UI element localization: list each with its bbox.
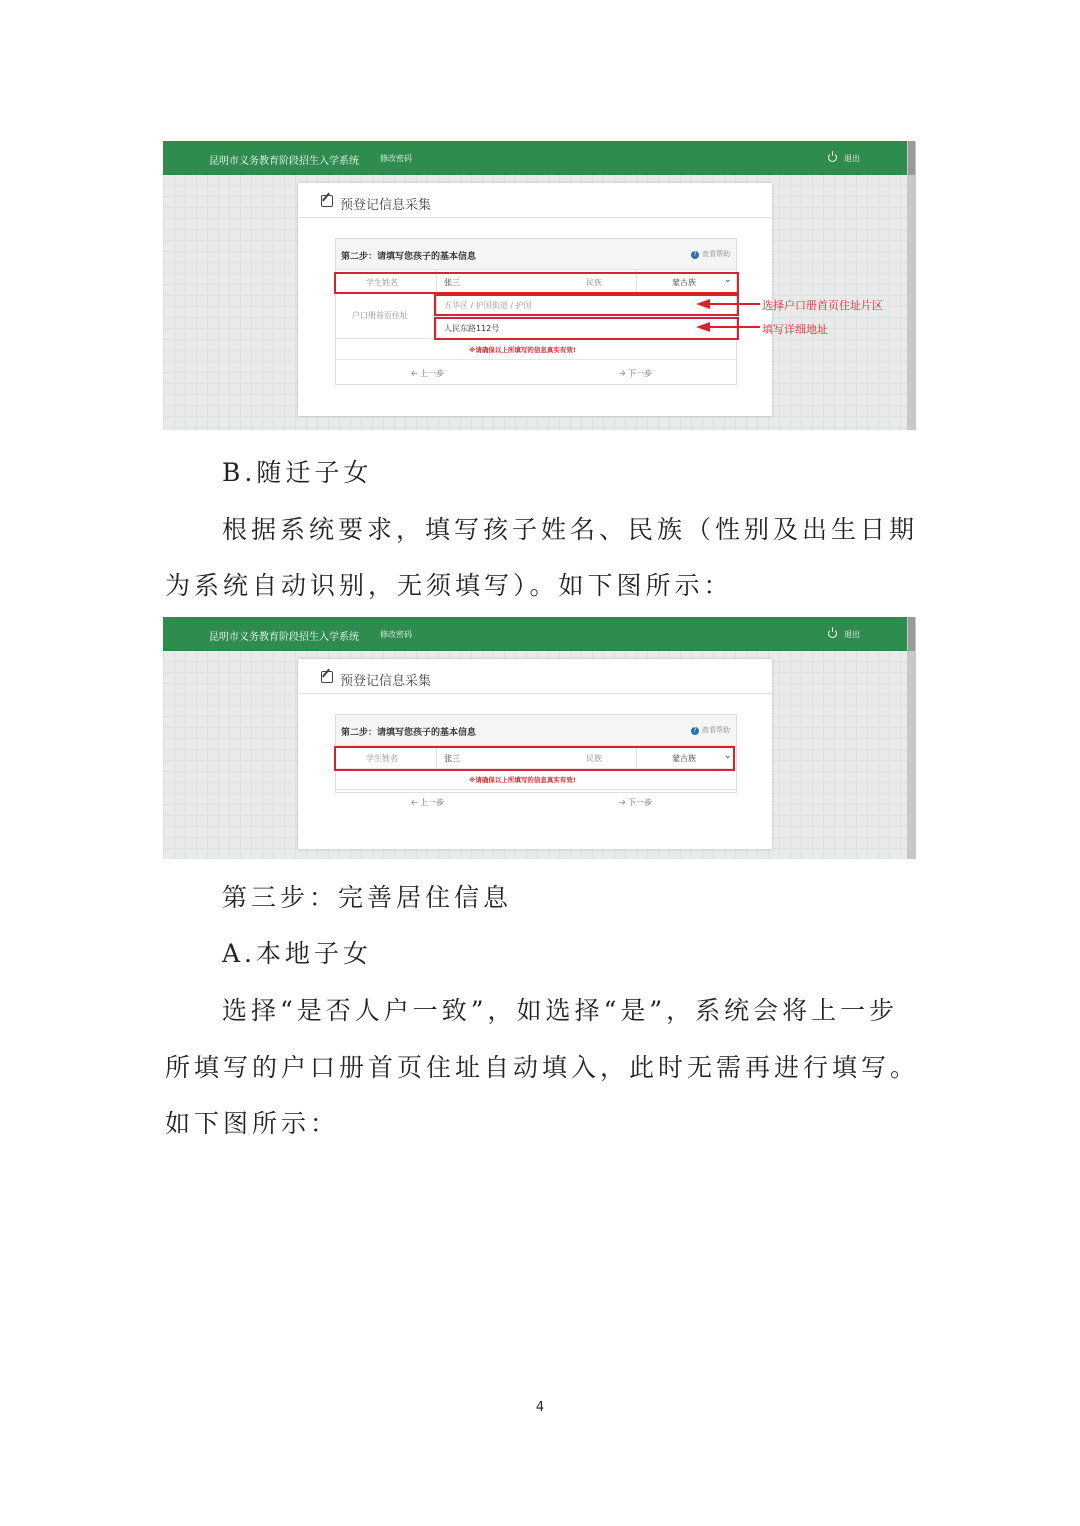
student-name-label: 学生姓名 (366, 278, 398, 287)
next-step-button[interactable] (619, 368, 652, 382)
warning-text: ※请确保以上所填写的信息真实有效! (469, 346, 576, 354)
top-navbar (163, 617, 907, 651)
heading-a: A.本地子女 (222, 939, 373, 968)
student-name-input[interactable]: 张三 (444, 754, 460, 763)
scrollbar[interactable] (907, 141, 916, 430)
ethnicity-select[interactable]: 蒙古族 (672, 278, 696, 287)
power-icon (828, 629, 837, 638)
prev-step-button[interactable] (411, 797, 444, 811)
help-label: 查看帮助 (702, 726, 730, 734)
card-header (298, 659, 772, 694)
step-title: 第二步：请填写您孩子的基本信息 (341, 728, 477, 738)
chevron-down-icon[interactable]: ⌄ (724, 275, 732, 285)
top-navbar (163, 141, 907, 175)
ethnicity-label: 民族 (586, 278, 602, 287)
scrollbar-thumb[interactable] (908, 141, 915, 175)
student-name-input[interactable]: 张三 (444, 278, 460, 287)
chevron-down-icon[interactable]: ⌄ (724, 751, 732, 761)
prev-step-button[interactable] (411, 368, 444, 382)
power-icon (828, 153, 837, 162)
logout-label: 退出 (844, 630, 860, 639)
annotation-arrow-line (708, 303, 760, 305)
scrollbar-thumb[interactable] (908, 617, 915, 651)
next-step-button[interactable] (619, 797, 652, 811)
scrollbar[interactable] (907, 617, 916, 859)
row-divider (336, 359, 736, 360)
help-link[interactable] (691, 725, 730, 735)
change-password-link[interactable]: 修改密码 (380, 630, 412, 639)
paragraph-line: 所填写的户口册首页住址自动填入，此时无需再进行填写。 (165, 1053, 920, 1082)
system-title: 昆明市义务教育阶段招生入学系统 (209, 156, 359, 167)
row-divider (336, 789, 736, 790)
logout-button[interactable] (828, 629, 860, 640)
logout-label: 退出 (844, 154, 860, 163)
panel-header (336, 239, 736, 270)
paragraph-line: 为系统自动识别，无须填写）。如下图所示： (165, 571, 733, 600)
area-select[interactable]: 五华区 / 护国街道 / 护国 (444, 301, 532, 310)
next-step-label: 下一步 (628, 798, 653, 807)
help-label: 查看帮助 (702, 250, 730, 258)
edit-icon (321, 195, 333, 207)
paragraph-line: 选择“是否人户一致”，如选择“是”，系统会将上一步 (222, 996, 899, 1025)
arrow-right-icon: 🡢 (619, 798, 629, 807)
highlight-box-name-ethnicity (334, 746, 735, 771)
page-number: 4 (535, 1400, 545, 1415)
change-password-link[interactable]: 修改密码 (380, 154, 412, 163)
screenshot-figure-2 (163, 617, 916, 859)
logout-button[interactable] (828, 153, 860, 164)
step3-heading: 第三步：完善居住信息 (222, 883, 513, 912)
step-title: 第二步：请填写您孩子的基本信息 (341, 252, 477, 262)
card-title: 预登记信息采集 (340, 674, 432, 689)
address-label: 户口册首页住址 (352, 311, 408, 320)
annotation-area: 选择户口册首页住址片区 (762, 299, 883, 312)
arrow-left-icon: 🡠 (411, 369, 421, 378)
warning-text: ※请确保以上所填写的信息真实有效! (469, 776, 576, 784)
highlight-box-area (434, 294, 739, 316)
paragraph-line: 根据系统要求，填写孩子姓名、民族（性别及出生日期 (222, 515, 919, 544)
card-title: 预登记信息采集 (340, 198, 432, 213)
highlight-box-detail-address (434, 317, 739, 340)
system-title: 昆明市义务教育阶段招生入学系统 (209, 632, 359, 643)
arrow-right-icon: 🡢 (619, 369, 629, 378)
highlight-box-name-ethnicity (334, 272, 739, 294)
paragraph-line: 如下图所示： (165, 1109, 340, 1138)
arrow-left-icon: 🡠 (411, 798, 421, 807)
annotation-detail: 填写详细地址 (762, 323, 828, 336)
student-name-label: 学生姓名 (366, 754, 398, 763)
question-icon: ? (691, 251, 699, 259)
edit-icon (321, 671, 333, 683)
prev-step-label: 上一步 (420, 369, 445, 378)
detail-address-input[interactable]: 人民东路112号 (444, 324, 500, 333)
next-step-label: 下一步 (628, 369, 653, 378)
help-link[interactable] (691, 249, 730, 259)
panel-header (336, 715, 736, 746)
annotation-arrow-line (708, 326, 760, 328)
screenshot-figure-1 (163, 141, 916, 430)
card-header (298, 183, 772, 218)
question-icon: ? (691, 727, 699, 735)
heading-b: B.随迁子女 (222, 458, 373, 487)
ethnicity-label: 民族 (586, 754, 602, 763)
prev-step-label: 上一步 (420, 798, 445, 807)
ethnicity-select[interactable]: 蒙古族 (672, 754, 696, 763)
